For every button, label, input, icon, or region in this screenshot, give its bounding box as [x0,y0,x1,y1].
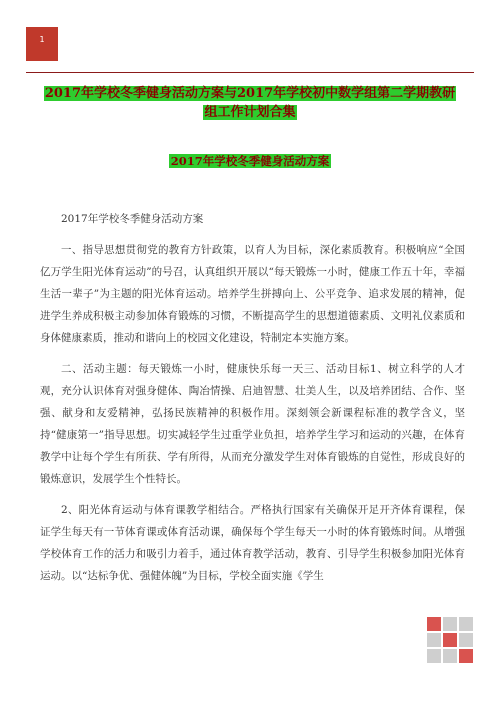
document-title-line-1: 2017年学校冬季健身活动方案与2017年学校初中数学组第二学期教研 [44,86,456,101]
body-content [40,208,465,596]
paragraph-guiding-ideology: 一、指导思想贯彻党的教育方针政策，以育人为目标，深化素质教育。积极响应“全国亿万学生阳光体育运动”的号召，认真组织开展以“每天锻炼一小时，健康工作五十年，幸福生活一辈子”为主题的阳光体育运动。培养学生拼搏向上、公平竞争、追求发展的精神，促进学生养成积极主动参加体育锻炼的习惯，不断提高学生的思想道德素质、文明礼仪素质和身体健康素质，推动和谐向上的校园文化建设，特制定本实施方案。 [40,244,465,344]
deco-square-gray [443,617,457,631]
section-heading [0,150,500,169]
deco-square-gray [427,649,441,663]
deco-square-red [443,633,457,647]
page-number: 1 [39,35,45,44]
paragraph-doc-name: 2017年学校冬季健身活动方案 [61,213,204,225]
deco-square-gray [443,649,457,663]
section-heading-text: 2017年学校冬季健身活动方案 [170,154,330,168]
deco-square-gray [459,617,473,631]
paragraph-sunshine-sports: 2、阳光体育运动与体育课教学相结合。严格执行国家有关确保开足开齐体育课程，保证学生每天有一节体育课或体育活动课，确保每个学生每天一小时的体育锻炼时间。从增强学校体育工作的活力和吸引力着手，通过体育教学活动，教育、引导学生积极参加阳光体育运动。以“达标争优、强健体魄”为目标，学校全面实施《学生 [40,504,465,582]
deco-square-gray [459,633,473,647]
deco-square-gray [427,633,441,647]
document-title-line-2: 组工作计划合集 [204,105,296,120]
document-title [26,84,474,122]
page-number-badge [26,27,58,61]
deco-square-red [459,649,473,663]
header-divider [26,72,474,73]
deco-square-red [427,617,441,631]
corner-decoration [427,617,473,663]
paragraph-activity-theme: 二、活动主题：每天锻炼一小时，健康快乐每一天三、活动目标1、树立科学的人才观，充分认识体育对强身健体、陶冶情操、启迪智慧、壮美人生，以及培养团结、合作、坚强、献身和友爱精神，弘扬民族精神的积极作用。深刻领会新课程标准的教学含义，坚持“健康第一”指导思想。切实减轻学生过重学业负担，培养学生学习和运动的兴趣，在体育教学中让每个学生有所获、学有所得，从而充分激发学生对体育锻炼的自觉性，形成良好的锻炼意识，发展学生个性特长。 [40,363,465,485]
